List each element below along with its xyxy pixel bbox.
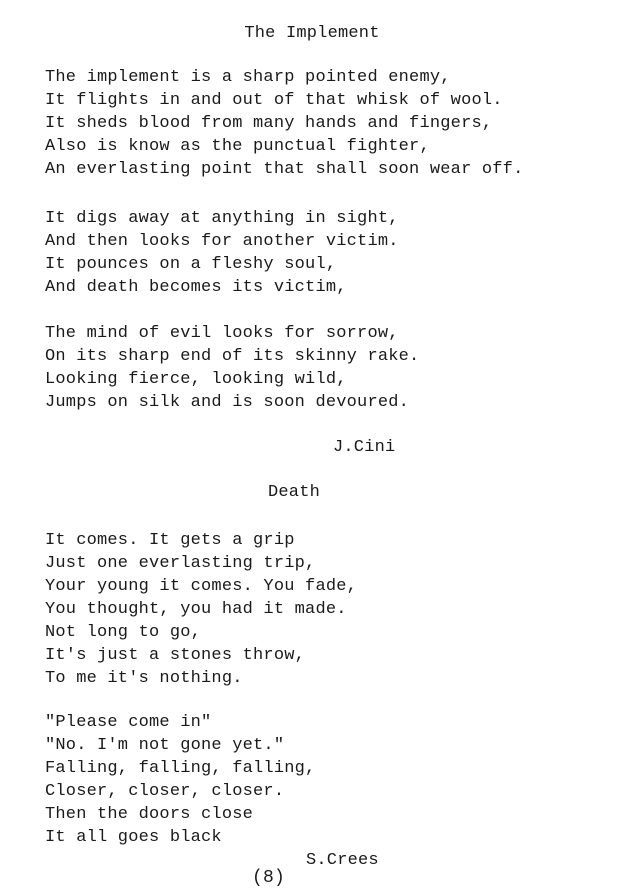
poem-line: "No. I'm not gone yet." <box>45 736 285 755</box>
poem-title: The Implement <box>244 24 380 43</box>
poem-line: On its sharp end of its skinny rake. <box>45 347 420 366</box>
poem-line: The mind of evil looks for sorrow, <box>45 324 399 343</box>
poem-line: Also is know as the punctual fighter, <box>45 137 430 156</box>
poem-line: It's just a stones throw, <box>45 646 306 665</box>
poem-stanza <box>45 322 419 414</box>
poem-line: And then looks for another victim. <box>45 232 399 251</box>
poem-line: You thought, you had it made. <box>45 600 347 619</box>
poem-line: It flights in and out of that whisk of wool. <box>45 91 503 110</box>
poem-stanza <box>45 711 315 849</box>
poem-line: Falling, falling, falling, <box>45 759 316 778</box>
poem-stanza <box>45 529 357 690</box>
poem-line: It sheds blood from many hands and fingers, <box>45 114 493 133</box>
poem-line: An everlasting point that shall soon wear off. <box>45 160 524 179</box>
poem-title: Death <box>267 483 320 502</box>
poem-line: "Please come in" <box>45 713 212 732</box>
poem-line: To me it's nothing. <box>45 669 243 688</box>
poem-stanza <box>45 66 523 181</box>
poem-line: Just one everlasting trip, <box>45 554 316 573</box>
poem-line: Jumps on silk and is soon devoured. <box>45 393 410 412</box>
poem-line: Then the doors close <box>45 805 254 824</box>
poem-author: S.Crees <box>306 851 379 870</box>
poem-stanza <box>45 207 399 299</box>
poem-line: It comes. It gets a grip <box>45 531 295 550</box>
poem-line: Looking fierce, looking wild, <box>45 370 347 389</box>
poem-author: J.Cini <box>333 438 396 457</box>
poem-line: Not long to go, <box>45 623 202 642</box>
poem-line: The implement is a sharp pointed enemy, <box>45 68 451 87</box>
poem-line: Your young it comes. You fade, <box>45 577 358 596</box>
poem-line: It digs away at anything in sight, <box>45 209 399 228</box>
poem-line: And death becomes its victim, <box>45 278 347 297</box>
page-number: (8) <box>252 868 286 888</box>
poem-line: It all goes black <box>45 828 222 847</box>
poem-line: It pounces on a fleshy soul, <box>45 255 337 274</box>
poem-line: Closer, closer, closer. <box>45 782 285 801</box>
